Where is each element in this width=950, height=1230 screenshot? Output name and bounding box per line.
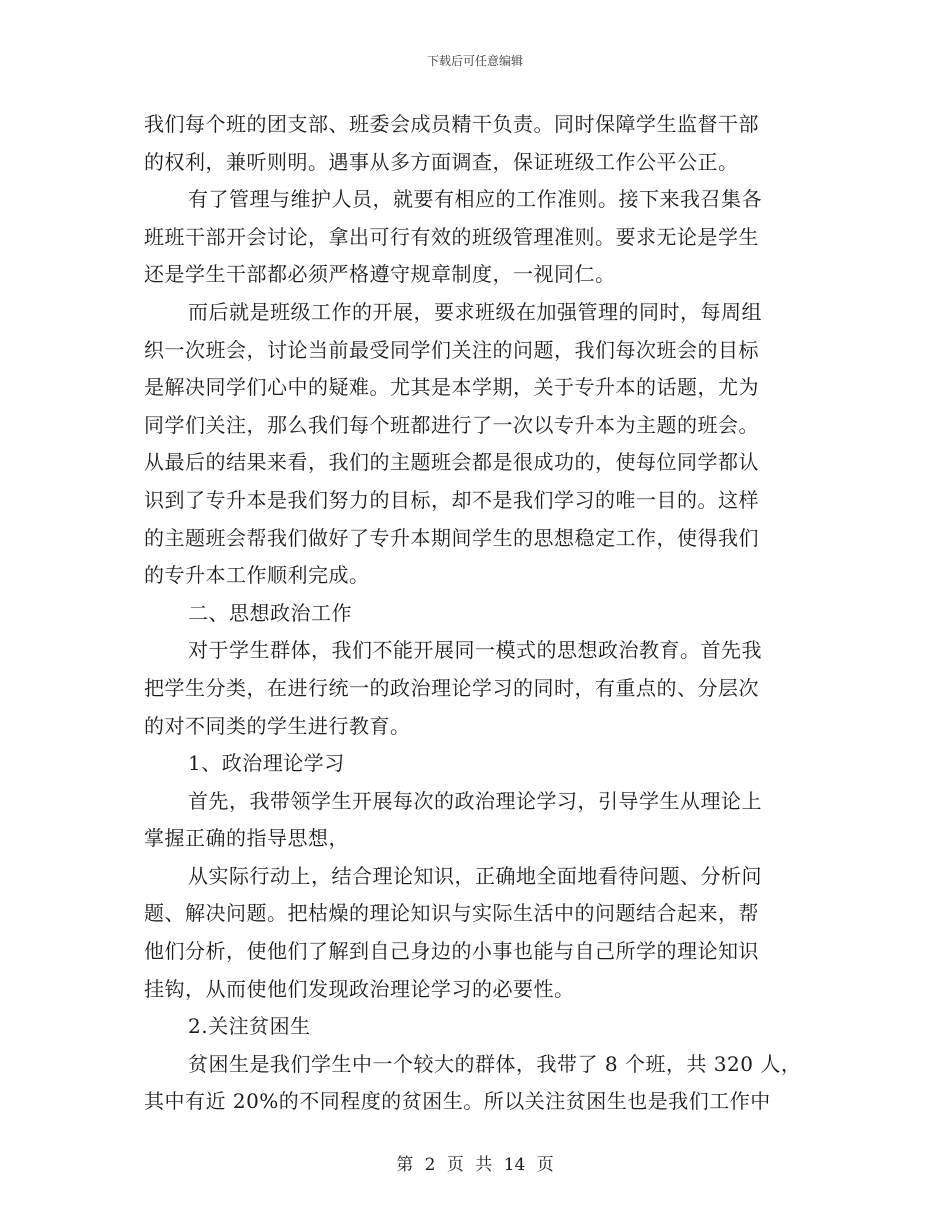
text-line: 有了管理与维护人员，就要有相应的工作准则。接下来我召集各 — [188, 187, 762, 212]
text-line: 而后就是班级工作的开展，要求班级在加强管理的同时，每周组 — [188, 299, 762, 324]
text-line: 织一次班会，讨论当前最受同学们关注的问题，我们每次班会的目标 — [144, 337, 759, 362]
text-line: 1、政治理论学习 — [188, 751, 345, 776]
text-line: 班班干部开会讨论，拿出可行有效的班级管理准则。要求无论是学生 — [144, 224, 759, 249]
text-line: 二、思想政治工作 — [188, 600, 352, 625]
page-header: 下载后可任意编辑 — [426, 54, 523, 68]
text-line: 挂钩，从而使他们发现政治理论学习的必要性。 — [144, 976, 575, 1001]
text-line: 其中有近 20%的不同程度的贫困生。所以关注贫困生也是我们工作中 — [144, 1089, 771, 1114]
text-line: 我们每个班的团支部、班委会成员精干负责。同时保障学生监督干部 — [144, 112, 759, 136]
text-line: 的专升本工作顺利完成。 — [144, 563, 370, 588]
text-line: 掌握正确的指导思想， — [144, 826, 349, 851]
text-line: 2.关注贫困生 — [188, 1014, 311, 1039]
text-line: 同学们关注，那么我们每个班都进行了一次以专升本为主题的班会。 — [144, 412, 759, 437]
document-body — [144, 106, 804, 1121]
text-line: 从最后的结果来看，我们的主题班会都是很成功的，使每位同学都认 — [144, 450, 759, 475]
text-line: 识到了专升本是我们努力的目标，却不是我们学习的唯一目的。这样 — [144, 487, 759, 512]
text-line: 还是学生干部都必须严格遵守规章制度，一视同仁。 — [144, 262, 616, 287]
text-line: 题、解决问题。把枯燥的理论知识与实际生活中的问题结合起来，帮 — [144, 901, 759, 926]
text-line: 首先，我带领学生开展每次的政治理论学习，引导学生从理论上 — [188, 788, 762, 813]
text-line: 的对不同类的学生进行教育。 — [144, 713, 411, 738]
text-line: 是解决同学们心中的疑难。尤其是本学期，关于专升本的话题，尤为 — [144, 375, 759, 400]
page-footer: 第 2 页 共 14 页 — [396, 1155, 554, 1175]
text-line: 他们分析，使他们了解到自己身边的小事也能与自己所学的理论知识 — [144, 939, 759, 964]
text-line: 把学生分类，在进行统一的政治理论学习的同时，有重点的、分层次 — [144, 675, 759, 700]
text-line: 的权利，兼听则明。遇事从多方面调查，保证班级工作公平公正。 — [144, 149, 739, 174]
text-line: 从实际行动上，结合理论知识，正确地全面地看待问题、分析问 — [188, 863, 762, 888]
text-line: 的主题班会帮我们做好了专升本期间学生的思想稳定工作，使得我们 — [144, 525, 759, 550]
text-line: 对于学生群体，我们不能开展同一模式的思想政治教育。首先我 — [188, 638, 762, 663]
text-line: 贫困生是我们学生中一个较大的群体，我带了 8 个班，共 320 人， — [188, 1051, 802, 1076]
